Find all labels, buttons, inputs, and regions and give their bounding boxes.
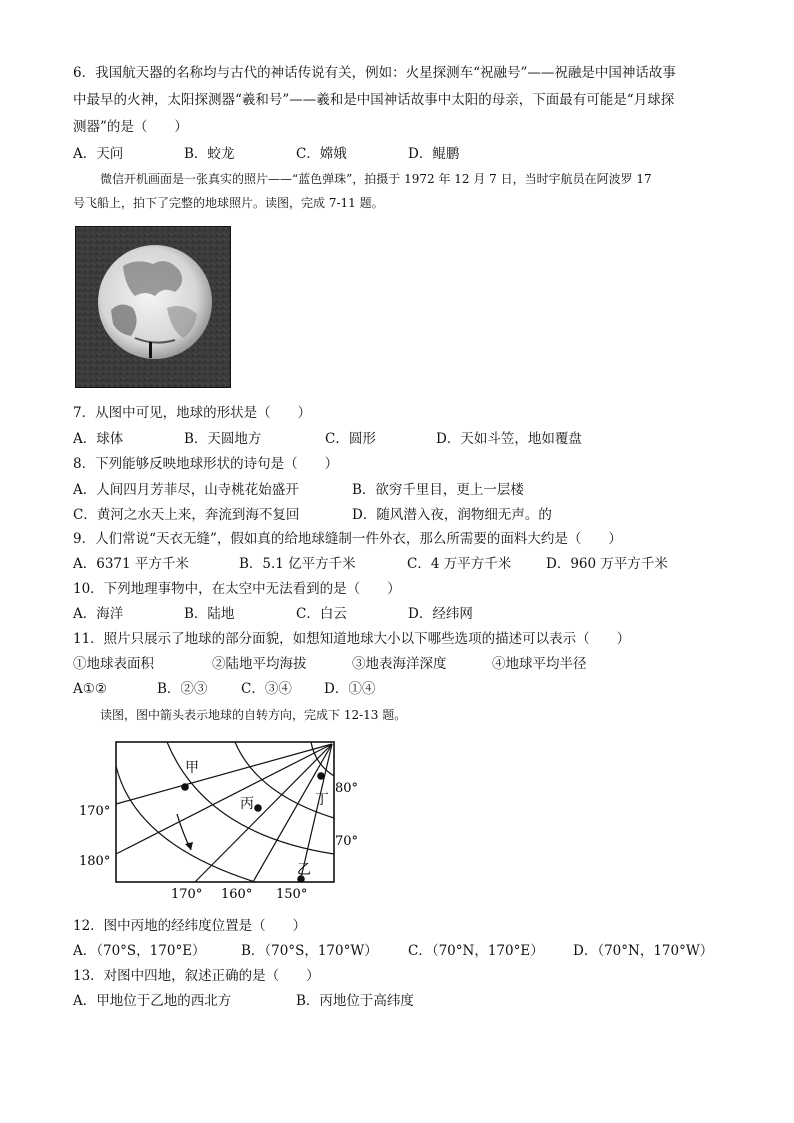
lat-long-diagram [75, 734, 367, 904]
q11-option-d: D．①④ [324, 681, 376, 697]
q11-item-2: ②陆地平均海拔 [212, 656, 307, 672]
label-yi: 乙 [297, 862, 311, 878]
label-bing: 丙 [240, 796, 254, 812]
q8-option-a: A．人间四月芳菲尽，山寺桃花始盛开 [73, 482, 299, 498]
q11-item-3: ③地表海洋深度 [352, 656, 447, 672]
q9-stem: 9．人们常说“天衣无缝”，假如真的给地球缝制一件外衣，那么所需要的面料大约是（ ） [73, 531, 622, 547]
point-ding [317, 772, 325, 780]
q12-option-d: D．（70°N，170°W） [573, 943, 714, 959]
q11-item-4: ④地球平均半径 [492, 656, 587, 672]
q13-option-a: A．甲地位于乙地的西北方 [73, 993, 232, 1009]
q8-option-b: B．欲穷千里目，更上一层楼 [352, 482, 524, 498]
q12-stem: 12．图中丙地的经纬度位置是（ ） [73, 918, 307, 934]
q7-option-b: B．天圆地方 [184, 431, 262, 447]
earth-photo [75, 226, 231, 388]
lon-label-170-left: 170° [79, 804, 111, 819]
q9-option-a: A．6371 平方千米 [73, 556, 189, 572]
q10-option-b: B．陆地 [184, 606, 235, 622]
q11-stem: 11．照片只展示了地球的部分面貌，如想知道地球大小以下哪些选项的描述可以表示（ ） [73, 631, 631, 647]
q7-stem: 7．从图中可见，地球的形状是（ ） [73, 405, 312, 421]
q10-option-d: D．经纬网 [408, 606, 473, 622]
q12-option-c: C．（70°N，170°E） [408, 943, 544, 959]
q8-option-d: D．随风潜入夜，润物细无声。的 [352, 507, 552, 523]
lon-label-150: 150° [276, 887, 308, 902]
passage2: 读图，图中箭头表示地球的自转方向，完成下 12-13 题。 [100, 708, 407, 722]
point-jia [181, 783, 189, 791]
q7-option-a: A．球体 [73, 431, 124, 447]
lon-label-170-bottom: 170° [171, 887, 203, 902]
q13-option-b: B．丙地位于高纬度 [296, 993, 414, 1009]
q9-option-d: D．960 万平方千米 [546, 556, 668, 572]
point-bing [254, 804, 262, 812]
q6-line3: 测器”的是（ ） [73, 119, 188, 135]
label-ding: 丁 [315, 792, 329, 808]
q10-stem: 10．下列地理事物中，在太空中无法看到的是（ ） [73, 581, 401, 597]
q13-stem: 13．对图中四地，叙述正确的是（ ） [73, 968, 320, 984]
lon-label-180: 180° [79, 854, 111, 869]
q12-option-b: B．（70°S，170°W） [241, 943, 378, 959]
label-jia: 甲 [185, 760, 199, 776]
q6-option-a: A．天问 [73, 146, 124, 162]
q9-option-b: B．5.1 亿平方千米 [239, 556, 356, 572]
q12-option-a: A．（70°S，170°E） [73, 943, 206, 959]
q6-option-b: B．蛟龙 [184, 146, 235, 162]
lat-label-80: 80° [335, 781, 359, 796]
q6-option-c: C．嫦娥 [296, 146, 347, 162]
q6-line2: 中最早的火神，太阳探测器“羲和号”——羲和是中国神话故事中太阳的母亲，下面最有可能是“月球探 [73, 92, 675, 108]
q11-option-a: A①② [73, 681, 107, 697]
passage1-line2: 号飞船上，拍下了完整的地球照片。读图，完成 7-11 题。 [73, 196, 384, 210]
lon-label-160: 160° [221, 887, 253, 902]
q10-option-c: C．白云 [296, 606, 347, 622]
lat-label-70: 70° [335, 834, 359, 849]
q11-option-c: C．③④ [241, 681, 292, 697]
q11-item-1: ①地球表面积 [73, 656, 154, 672]
q11-option-b: B．②③ [157, 681, 208, 697]
q9-option-c: C．4 万平方千米 [407, 556, 512, 572]
passage1-line1: 微信开机画面是一张真实的照片——“蓝色弹珠”，拍摄于 1972 年 12 月 7 日，当时宇航员在阿波罗 17 [100, 172, 652, 186]
q6-line1: 6．我国航天器的名称均与古代的神话传说有关，例如：火星探测车“祝融号”——祝融是中国神话故事 [73, 65, 676, 81]
q7-option-d: D．天如斗笠，地如覆盘 [436, 431, 582, 447]
q8-stem: 8．下列能够反映地球形状的诗句是（ ） [73, 456, 339, 472]
q8-option-c: C．黄河之水天上来，奔流到海不复回 [73, 507, 300, 523]
q6-option-d: D．鲲鹏 [408, 146, 460, 162]
q10-option-a: A．海洋 [73, 606, 124, 622]
q7-option-c: C．圆形 [325, 431, 376, 447]
